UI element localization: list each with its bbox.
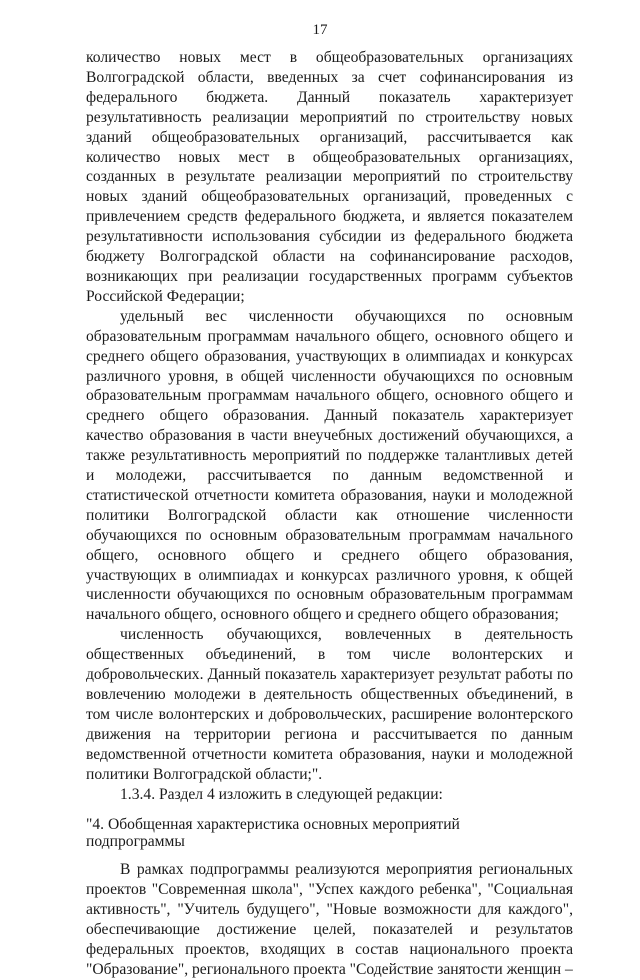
section-title: [86, 816, 573, 850]
paragraph-indicator-olympiads: удельный вес численности обучающихся по основным образовательным программам начального общего, основного общего и среднего общего образования, участвующих в олимпиадах и конкурсах различного уровня, в общей численности обучающихся по основным образовательным программам начального общего, основного общего и среднего общего образования. Данный показатель характеризует качество образования в части внеучебных достижений обучающихся, а также результативность мероприятий по поддержке талантливых детей и молодежи, рассчитывается по данным ведомственной и статистической отчетности комитета образования, науки и молодежной политики Волгоградской области как отношение численности обучающихся по основным образовательным программам начального общего, основного общего и среднего общего образования, участвующих в олимпиадах и конкурсах различного уровня, к общей численности обучающихся по основным образовательным программам начального общего, основного общего и среднего общего образования;: [86, 307, 573, 624]
paragraph-indicator-new-places: количество новых мест в общеобразовательных организациях Волгоградской области, введенных за счет софинансирования из федерального бюджета. Данный показатель характеризует результативность реализации мероприятий по строительству новых зданий общеобразовательных организаций, рассчитывается как количество новых мест в общеобразовательных организациях, созданных в результате реализации мероприятий по строительству новых зданий общеобразовательных организаций, проведенных с привлечением средств федерального бюджета, и является показателем результативности использования субсидии из федерального бюджета бюджету Волгоградской области на софинансирование расходов, возникающих при реализации государственных программ субъектов Российской Федерации;: [86, 49, 573, 305]
section-title-line-2: подпрограммы: [86, 833, 185, 851]
page-number: 17: [312, 22, 328, 38]
paragraph-regional-projects: В рамках подпрограммы реализуются мероприятия региональных проектов "Современная школа", "Успех каждого ребенка", "Социальная активность", "Учитель будущего", "Новые возможности для каждого", обеспечивающие достижение целей, показателей и результатов федеральных проектов, входящих в состав национального проекта "Образование", регионального проекта "Содействие занятости женщин –: [86, 861, 573, 978]
paragraph-indicator-volunteers: численность обучающихся, вовлеченных в деятельность общественных объединений, в том числе волонтерских и добровольческих. Данный показатель характеризует результат работы по вовлечению молодежи в деятельность общественных объединений, в том числе волонтерских и добровольческих, расширение волонтерского движения на территории региона и рассчитывается по данным ведомственной отчетности комитета образования, науки и молодежной политики Волгоградской области;".: [86, 626, 573, 783]
document-body: [86, 48, 573, 980]
section-title-line-1: "4. Обобщенная характеристика основных мероприятий: [86, 816, 460, 834]
amendment-item: 1.3.4. Раздел 4 изложить в следующей редакции:: [120, 785, 443, 803]
